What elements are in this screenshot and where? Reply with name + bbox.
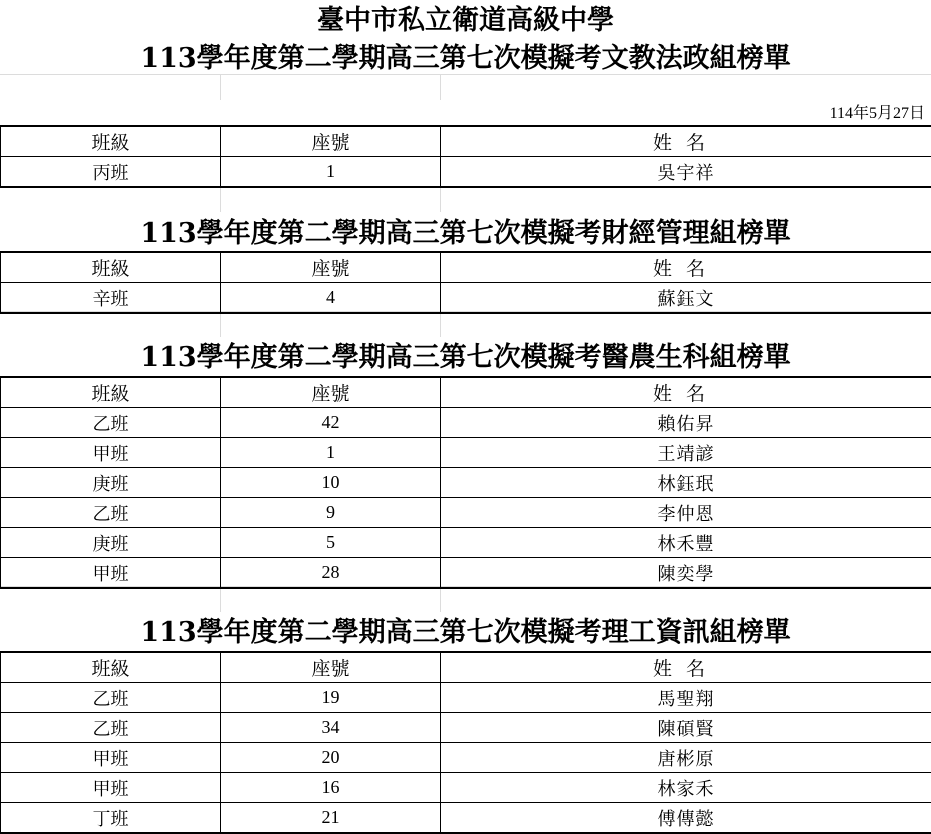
cell-name: 李仲恩 xyxy=(441,498,931,528)
table-row xyxy=(1,157,931,188)
cell-class: 甲班 xyxy=(1,438,221,468)
table-row xyxy=(1,558,931,589)
cell-name: 馬聖翔 xyxy=(441,683,931,713)
cell-class: 甲班 xyxy=(1,558,221,589)
column-header-name: 姓名 xyxy=(441,252,931,283)
cell-name: 蘇鈺文 xyxy=(441,283,931,314)
table-header-row xyxy=(1,377,931,408)
column-header-class: 班級 xyxy=(1,126,221,157)
cell-class: 庚班 xyxy=(1,528,221,558)
cell-seat: 28 xyxy=(221,558,441,589)
grid-gap-row xyxy=(0,186,931,212)
cell-name: 林家禾 xyxy=(441,773,931,803)
cell-name: 林禾豐 xyxy=(441,528,931,558)
section-title: 113學年度第二學期高三第七次模擬考文教法政組榜單 xyxy=(0,42,931,76)
column-header-class: 班級 xyxy=(1,377,221,408)
cell-class: 甲班 xyxy=(1,773,221,803)
cell-class: 丙班 xyxy=(1,157,221,188)
cell-name: 傅傳懿 xyxy=(441,803,931,834)
table-row xyxy=(1,498,931,528)
cell-class: 辛班 xyxy=(1,283,221,314)
cell-seat: 16 xyxy=(221,773,441,803)
cell-class: 甲班 xyxy=(1,743,221,773)
grid-gap-row xyxy=(0,74,931,100)
table-row xyxy=(1,713,931,743)
section-title: 113學年度第二學期高三第七次模擬考理工資訊組榜單 xyxy=(0,616,931,650)
school-title: 臺中市私立衛道高級中學 xyxy=(0,4,931,38)
column-header-seat: 座號 xyxy=(221,252,441,283)
table-header-row xyxy=(1,252,931,283)
table-row xyxy=(1,468,931,498)
section-title: 113學年度第二學期高三第七次模擬考醫農生科組榜單 xyxy=(0,341,931,375)
cell-seat: 21 xyxy=(221,803,441,834)
cell-name: 王靖諺 xyxy=(441,438,931,468)
grid-gap-row xyxy=(0,311,931,337)
column-header-seat: 座號 xyxy=(221,126,441,157)
cell-name: 林鈺珉 xyxy=(441,468,931,498)
roster-table xyxy=(0,651,931,834)
column-header-class: 班級 xyxy=(1,252,221,283)
grid-gap-row xyxy=(0,586,931,612)
cell-name: 唐彬原 xyxy=(441,743,931,773)
table-row xyxy=(1,683,931,713)
cell-name: 吳宇祥 xyxy=(441,157,931,188)
cell-name: 賴佑昇 xyxy=(441,408,931,438)
table-row xyxy=(1,773,931,803)
cell-seat: 9 xyxy=(221,498,441,528)
cell-seat: 5 xyxy=(221,528,441,558)
table-row xyxy=(1,283,931,314)
column-header-name: 姓名 xyxy=(441,377,931,408)
cell-class: 乙班 xyxy=(1,713,221,743)
roster-table xyxy=(0,376,931,589)
cell-class: 丁班 xyxy=(1,803,221,834)
column-header-seat: 座號 xyxy=(221,652,441,683)
cell-seat: 19 xyxy=(221,683,441,713)
roster-table xyxy=(0,251,931,314)
roster-table xyxy=(0,125,931,188)
cell-seat: 1 xyxy=(221,157,441,188)
cell-name: 陳奕學 xyxy=(441,558,931,589)
cell-class: 乙班 xyxy=(1,683,221,713)
table-header-row xyxy=(1,126,931,157)
report-date: 114年5月27日 xyxy=(830,100,925,123)
column-header-name: 姓名 xyxy=(441,126,931,157)
table-row xyxy=(1,743,931,773)
cell-seat: 34 xyxy=(221,713,441,743)
cell-class: 乙班 xyxy=(1,408,221,438)
table-row xyxy=(1,408,931,438)
cell-class: 乙班 xyxy=(1,498,221,528)
cell-seat: 4 xyxy=(221,283,441,314)
table-row xyxy=(1,438,931,468)
table-header-row xyxy=(1,652,931,683)
cell-seat: 10 xyxy=(221,468,441,498)
section-title: 113學年度第二學期高三第七次模擬考財經管理組榜單 xyxy=(0,217,931,251)
cell-class: 庚班 xyxy=(1,468,221,498)
table-row xyxy=(1,528,931,558)
column-header-class: 班級 xyxy=(1,652,221,683)
cell-seat: 42 xyxy=(221,408,441,438)
table-row xyxy=(1,803,931,834)
column-header-name: 姓名 xyxy=(441,652,931,683)
cell-name: 陳碩賢 xyxy=(441,713,931,743)
cell-seat: 20 xyxy=(221,743,441,773)
cell-seat: 1 xyxy=(221,438,441,468)
column-header-seat: 座號 xyxy=(221,377,441,408)
